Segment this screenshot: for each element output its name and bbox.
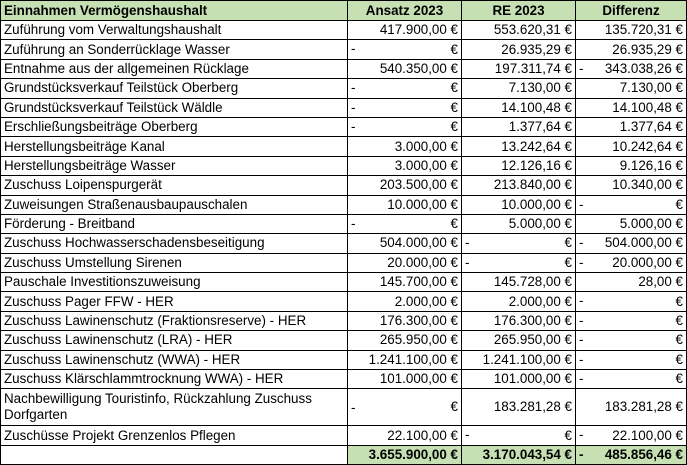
row-differenz-minus: -: [579, 254, 584, 270]
total-differenz: [576, 445, 687, 464]
row-ansatz-minus: -: [351, 118, 356, 134]
row-re-cell: [462, 253, 576, 272]
row-ansatz-minus: -: [351, 215, 356, 231]
table-row: [1, 79, 687, 98]
row-description: Förderung - Breitband: [1, 214, 348, 233]
row-description: Pauschale Investitionszuweisung: [1, 273, 348, 292]
row-re-value: 1.377,64 €: [508, 119, 572, 135]
row-description: Grundstücksverkauf Teilstück Oberberg: [1, 79, 348, 98]
row-ansatz-value: €: [450, 119, 458, 135]
row-re-value: 213.840,00 €: [493, 177, 572, 193]
row-description: Zuschuss Lawinenschutz (WWA) - HER: [1, 350, 348, 369]
row-re-cell: [462, 156, 576, 175]
row-re-cell: [462, 117, 576, 136]
row-re-cell: [462, 292, 576, 311]
row-differenz-cell: [576, 137, 687, 156]
row-ansatz-value: 3.000,00 €: [394, 157, 458, 173]
row-ansatz-cell: [348, 98, 462, 117]
row-description: Herstellungsbeiträge Kanal: [1, 137, 348, 156]
row-description: Entnahme aus der allgemeinen Rücklage: [1, 59, 348, 78]
row-ansatz-cell: [348, 40, 462, 59]
row-re-cell: [462, 426, 576, 445]
row-description: Nachbewilligung Touristinfo, Rückzahlung Zuschuss Dorfgarten: [1, 389, 348, 426]
row-differenz-value: 14.100,48 €: [612, 99, 683, 115]
row-ansatz-minus: -: [351, 400, 356, 416]
row-re-cell: [462, 59, 576, 78]
row-re-value: 183.281,28 €: [493, 399, 572, 415]
table-row: [1, 311, 687, 330]
table-row: [1, 234, 687, 253]
row-differenz-value: €: [675, 196, 683, 212]
row-re-value: 197.311,74 €: [494, 60, 572, 76]
row-differenz-minus: -: [579, 235, 584, 251]
row-description: Zuschüsse Projekt Grenzenlos Pflegen: [1, 426, 348, 445]
row-differenz-minus: -: [579, 312, 584, 328]
row-description: Zuschuss Loipenspurgerät: [1, 176, 348, 195]
row-differenz-minus: -: [579, 332, 584, 348]
row-re-cell: [462, 98, 576, 117]
row-differenz-value: €: [675, 371, 683, 387]
row-re-cell: [462, 214, 576, 233]
table-row: [1, 389, 687, 426]
row-ansatz-cell: [348, 156, 462, 175]
row-re-cell: [462, 40, 576, 59]
row-differenz-minus: -: [579, 427, 584, 443]
row-ansatz-cell: [348, 21, 462, 40]
row-differenz-value: 10.340,00 €: [612, 177, 683, 193]
row-differenz-cell: [576, 156, 687, 175]
row-differenz-cell: [576, 331, 687, 350]
row-ansatz-cell: [348, 59, 462, 78]
row-description: Zuschuss Lawinenschutz (LRA) - HER: [1, 331, 348, 350]
row-description: Zuschuss Umstellung Sirenen: [1, 253, 348, 272]
total-row: [1, 445, 687, 464]
row-differenz-value: 28,00 €: [638, 274, 683, 290]
total-diff-minus: -: [579, 446, 584, 462]
table-row: [1, 117, 687, 136]
total-diff-value: 485.856,46 €: [604, 446, 683, 462]
row-ansatz-cell: [348, 370, 462, 389]
row-re-cell: [462, 137, 576, 156]
row-re-value: 553.620,31 €: [493, 22, 572, 38]
row-ansatz-cell: [348, 176, 462, 195]
row-differenz-value: 1.377,64 €: [619, 119, 683, 135]
row-re-value: €: [564, 235, 572, 251]
row-re-value: 145.728,00 €: [493, 274, 572, 290]
row-re-cell: [462, 350, 576, 369]
row-differenz-value: 504.000,00 €: [604, 235, 683, 251]
row-ansatz-cell: [348, 79, 462, 98]
row-description: Zuschuss Hochwasserschadensbeseitigung: [1, 234, 348, 253]
table-row: [1, 176, 687, 195]
row-differenz-value: 10.242,64 €: [612, 138, 683, 154]
row-re-cell: [462, 79, 576, 98]
row-ansatz-value: 176.300,00 €: [379, 313, 458, 329]
row-differenz-value: €: [675, 293, 683, 309]
row-ansatz-cell: [348, 292, 462, 311]
row-ansatz-value: 3.000,00 €: [394, 138, 458, 154]
row-ansatz-value: 417.900,00 €: [379, 22, 458, 38]
row-re-cell: [462, 311, 576, 330]
row-ansatz-value: €: [450, 99, 458, 115]
row-differenz-cell: [576, 426, 687, 445]
row-re-value: €: [564, 427, 572, 443]
row-description: Erschließungsbeiträge Oberberg: [1, 117, 348, 136]
row-re-cell: [462, 176, 576, 195]
row-differenz-cell: [576, 389, 687, 426]
row-ansatz-cell: [348, 331, 462, 350]
table-row: [1, 21, 687, 40]
row-ansatz-value: €: [450, 216, 458, 232]
row-ansatz-cell: [348, 253, 462, 272]
row-differenz-cell: [576, 40, 687, 59]
row-re-value: 14.100,48 €: [501, 99, 572, 115]
table-row: [1, 156, 687, 175]
table-row: [1, 273, 687, 292]
row-re-cell: [462, 195, 576, 214]
row-differenz-value: 9.126,16 €: [619, 157, 683, 173]
row-differenz-minus: -: [579, 293, 584, 309]
row-ansatz-value: 265.950,00 €: [379, 332, 458, 348]
row-description: Zuweisungen Straßenausbaupauschalen: [1, 195, 348, 214]
total-re: [462, 445, 576, 464]
row-re-cell: [462, 21, 576, 40]
row-differenz-cell: [576, 59, 687, 78]
row-re-cell: [462, 331, 576, 350]
row-re-minus: -: [465, 254, 470, 270]
row-re-value: €: [564, 254, 572, 270]
row-description: Grundstücksverkauf Teilstück Wäldle: [1, 98, 348, 117]
row-differenz-value: 20.000,00 €: [612, 254, 683, 270]
row-ansatz-value: 203.500,00 €: [379, 177, 458, 193]
row-description: Zuführung vom Verwaltungshaushalt: [1, 21, 348, 40]
table-row: [1, 350, 687, 369]
total-ansatz-value: 3.655.900,00 €: [368, 446, 458, 462]
row-re-value: 176.300,00 €: [493, 313, 572, 329]
row-ansatz-cell: [348, 234, 462, 253]
table-row: [1, 253, 687, 272]
table-row: [1, 59, 687, 78]
row-ansatz-cell: [348, 137, 462, 156]
row-differenz-minus: -: [579, 371, 584, 387]
row-differenz-cell: [576, 273, 687, 292]
row-differenz-cell: [576, 176, 687, 195]
row-description: Zuschuss Lawinenschutz (Fraktionsreserve) - HER: [1, 311, 348, 330]
row-ansatz-value: 101.000,00 €: [379, 371, 458, 387]
table-row: [1, 40, 687, 59]
row-differenz-value: 5.000,00 €: [619, 216, 683, 232]
row-description: Zuführung an Sonderrücklage Wasser: [1, 40, 348, 59]
header-ansatz: Ansatz 2023: [348, 1, 462, 21]
row-differenz-cell: [576, 253, 687, 272]
row-ansatz-cell: [348, 426, 462, 445]
row-differenz-value: 22.100,00 €: [612, 427, 683, 443]
row-differenz-cell: [576, 370, 687, 389]
row-differenz-cell: [576, 311, 687, 330]
table-body: [1, 21, 687, 446]
row-differenz-value: €: [675, 351, 683, 367]
table-row: [1, 98, 687, 117]
row-differenz-minus: -: [579, 196, 584, 212]
header-differenz: Differenz: [576, 1, 687, 21]
row-ansatz-cell: [348, 117, 462, 136]
row-differenz-cell: [576, 21, 687, 40]
row-ansatz-value: €: [450, 41, 458, 57]
row-differenz-value: 26.935,29 €: [612, 41, 683, 57]
row-ansatz-value: 22.100,00 €: [387, 427, 458, 443]
row-re-value: 101.000,00 €: [493, 371, 572, 387]
table-row: [1, 331, 687, 350]
row-re-value: 5.000,00 €: [508, 216, 572, 232]
row-ansatz-cell: [348, 311, 462, 330]
table-row: [1, 195, 687, 214]
row-re-cell: [462, 234, 576, 253]
row-differenz-value: 7.130,00 €: [619, 80, 683, 96]
row-ansatz-minus: -: [351, 41, 356, 57]
row-differenz-cell: [576, 292, 687, 311]
row-ansatz-value: 20.000,00 €: [387, 254, 458, 270]
row-re-value: 265.950,00 €: [493, 332, 572, 348]
row-re-value: 10.000,00 €: [501, 196, 572, 212]
row-differenz-value: €: [675, 332, 683, 348]
row-ansatz-value: €: [450, 399, 458, 415]
row-ansatz-value: 2.000,00 €: [394, 293, 458, 309]
row-differenz-cell: [576, 195, 687, 214]
row-ansatz-cell: [348, 195, 462, 214]
row-differenz-minus: -: [579, 60, 584, 76]
row-re-cell: [462, 370, 576, 389]
total-label-cell: [1, 445, 348, 464]
row-re-value: 1.241.100,00 €: [482, 351, 572, 367]
table-row: [1, 137, 687, 156]
row-differenz-value: €: [675, 313, 683, 329]
header-re: RE 2023: [462, 1, 576, 21]
row-ansatz-minus: -: [351, 99, 356, 115]
row-re-value: 13.242,64 €: [501, 138, 572, 154]
row-re-value: 26.935,29 €: [501, 41, 572, 57]
row-ansatz-cell: [348, 389, 462, 426]
row-differenz-value: 135.720,31 €: [604, 22, 683, 38]
row-differenz-cell: [576, 350, 687, 369]
row-differenz-cell: [576, 79, 687, 98]
row-differenz-value: 343.038,26 €: [604, 60, 683, 76]
row-ansatz-value: 504.000,00 €: [379, 235, 458, 251]
row-description: Herstellungsbeiträge Wasser: [1, 156, 348, 175]
row-differenz-minus: -: [579, 351, 584, 367]
row-re-cell: [462, 389, 576, 426]
row-re-minus: -: [465, 427, 470, 443]
table-row: [1, 214, 687, 233]
row-ansatz-cell: [348, 214, 462, 233]
row-differenz-value: 183.281,28 €: [604, 399, 683, 415]
row-ansatz-value: 10.000,00 €: [387, 196, 458, 212]
row-ansatz-minus: -: [351, 80, 356, 96]
table-row: [1, 426, 687, 445]
row-ansatz-cell: [348, 350, 462, 369]
row-re-cell: [462, 273, 576, 292]
row-differenz-cell: [576, 117, 687, 136]
row-ansatz-value: 145.700,00 €: [379, 274, 458, 290]
row-description: Zuschuss Pager FFW - HER: [1, 292, 348, 311]
row-re-value: 12.126,16 €: [501, 157, 572, 173]
row-re-minus: -: [465, 235, 470, 251]
row-re-value: 2.000,00 €: [508, 293, 572, 309]
row-ansatz-value: €: [450, 80, 458, 96]
total-ansatz: [348, 445, 462, 464]
table-row: [1, 292, 687, 311]
row-ansatz-cell: [348, 273, 462, 292]
row-differenz-cell: [576, 234, 687, 253]
header-description: Einnahmen Vermögenshaushalt: [1, 1, 348, 21]
row-ansatz-value: 1.241.100,00 €: [368, 351, 458, 367]
row-ansatz-value: 540.350,00 €: [379, 60, 458, 76]
table-row: [1, 370, 687, 389]
row-differenz-cell: [576, 214, 687, 233]
row-differenz-cell: [576, 98, 687, 117]
header-row: [1, 1, 687, 21]
total-re-value: 3.170.043,54 €: [482, 446, 572, 462]
row-description: Zuschuss Klärschlammtrocknung WWA) - HER: [1, 370, 348, 389]
row-re-value: 7.130,00 €: [508, 80, 572, 96]
